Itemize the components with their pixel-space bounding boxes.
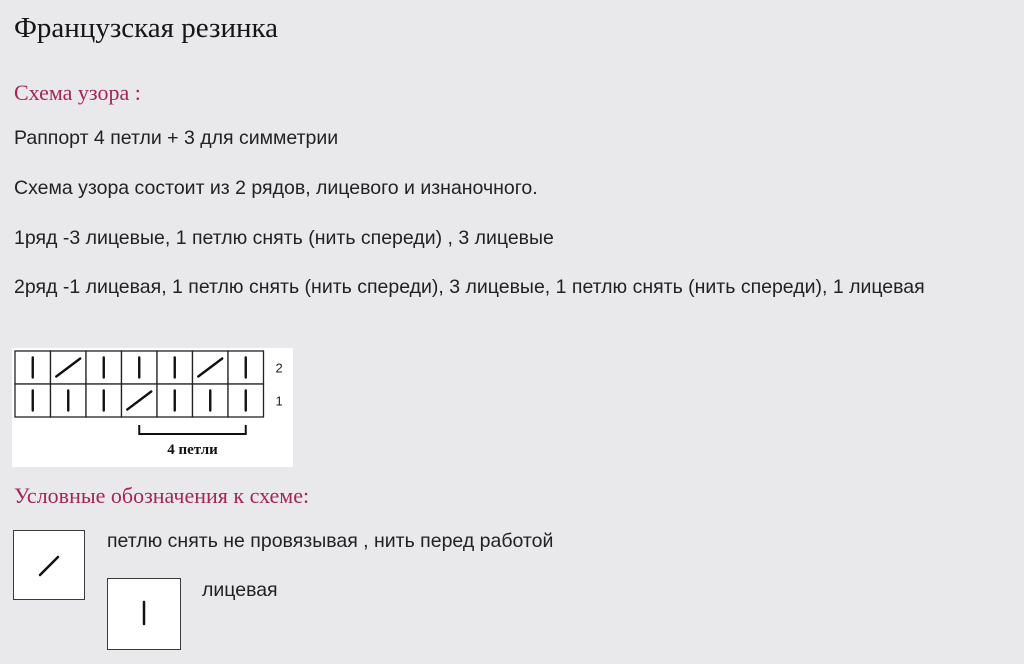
knit-stitch-legend-box [107,578,181,650]
bracket-label: 4 петли [167,442,218,458]
row2-text: 2ряд -1 лицевая, 1 петлю снять (нить спереди), 3 лицевые, 1 петлю снять (нить спереди), 1 лицевая [14,276,925,298]
composition-text: Схема узора состоит из 2 рядов, лицевого и изнаночного. [14,177,538,199]
knitting-chart-svg [12,348,293,467]
knit-stitch-legend-label: лицевая [202,579,278,601]
row1-text: 1ряд -3 лицевые, 1 петлю снять (нить спереди) , 3 лицевые [14,227,554,249]
slip-stitch-icon [14,531,83,598]
knit-stitch-icon [108,579,179,648]
chart-bracket [139,425,246,434]
slip-stitch-legend-label: петлю снять не провязывая , нить перед работой [107,530,554,552]
page-title: Французская резинка [14,12,279,44]
legend-heading: Условные обозначения к схеме: [14,483,310,508]
scheme-heading: Схема узора : [14,80,141,105]
knitting-chart [12,348,293,467]
row-number: 2 [275,360,283,376]
slip-stitch-legend-box [13,530,85,600]
rapport-text: Раппорт 4 петли + 3 для симметрии [14,127,339,149]
row-number: 1 [275,393,283,409]
